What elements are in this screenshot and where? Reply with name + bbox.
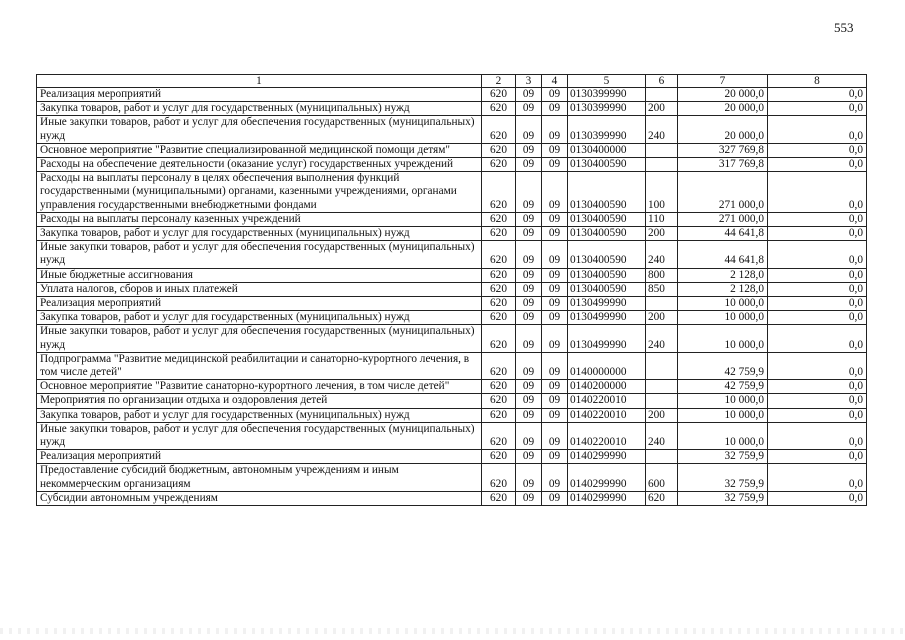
code-cell-6: 240 <box>646 116 678 143</box>
code-cell-4: 09 <box>542 102 568 116</box>
code-cell-2: 620 <box>482 408 516 422</box>
scan-noise-strip <box>0 628 905 634</box>
code-cell-3: 09 <box>516 352 542 379</box>
item-name-cell: Иные закупки товаров, работ и услуг для обеспечения государственных (муниципальных) нужд <box>37 422 482 449</box>
amount-cell-7: 10 000,0 <box>678 311 768 325</box>
amount-cell-8: 0,0 <box>768 422 867 449</box>
code-cell-5: 0130400590 <box>568 212 646 226</box>
column-header: 6 <box>646 75 678 88</box>
code-cell-2: 620 <box>482 352 516 379</box>
amount-cell-7: 20 000,0 <box>678 116 768 143</box>
table-row <box>37 464 867 491</box>
code-cell-5: 0140220010 <box>568 408 646 422</box>
code-cell-3: 09 <box>516 422 542 449</box>
amount-cell-7: 42 759,9 <box>678 352 768 379</box>
table-row <box>37 352 867 379</box>
item-name-cell: Субсидии автономным учреждениям <box>37 491 482 505</box>
code-cell-3: 09 <box>516 464 542 491</box>
code-cell-6 <box>646 450 678 464</box>
code-cell-2: 620 <box>482 102 516 116</box>
code-cell-2: 620 <box>482 297 516 311</box>
amount-cell-8: 0,0 <box>768 116 867 143</box>
column-header: 5 <box>568 75 646 88</box>
code-cell-4: 09 <box>542 394 568 408</box>
table-row <box>37 268 867 282</box>
code-cell-4: 09 <box>542 352 568 379</box>
item-name-cell: Закупка товаров, работ и услуг для государственных (муниципальных) нужд <box>37 311 482 325</box>
code-cell-2: 620 <box>482 158 516 172</box>
code-cell-2: 620 <box>482 491 516 505</box>
amount-cell-8: 0,0 <box>768 325 867 352</box>
amount-cell-8: 0,0 <box>768 88 867 102</box>
code-cell-2: 620 <box>482 88 516 102</box>
amount-cell-8: 0,0 <box>768 102 867 116</box>
code-cell-3: 09 <box>516 450 542 464</box>
code-cell-5: 0130400590 <box>568 227 646 241</box>
amount-cell-8: 0,0 <box>768 212 867 226</box>
item-name-cell: Закупка товаров, работ и услуг для государственных (муниципальных) нужд <box>37 408 482 422</box>
amount-cell-8: 0,0 <box>768 394 867 408</box>
code-cell-5: 0130400000 <box>568 143 646 157</box>
code-cell-3: 09 <box>516 241 542 268</box>
code-cell-6: 800 <box>646 268 678 282</box>
code-cell-5: 0130399990 <box>568 102 646 116</box>
table-row <box>37 102 867 116</box>
table-row <box>37 380 867 394</box>
code-cell-6: 850 <box>646 282 678 296</box>
code-cell-6: 620 <box>646 491 678 505</box>
column-header: 8 <box>768 75 867 88</box>
amount-cell-7: 42 759,9 <box>678 380 768 394</box>
code-cell-6 <box>646 297 678 311</box>
code-cell-5: 0140200000 <box>568 380 646 394</box>
amount-cell-7: 10 000,0 <box>678 297 768 311</box>
amount-cell-8: 0,0 <box>768 143 867 157</box>
item-name-cell: Закупка товаров, работ и услуг для государственных (муниципальных) нужд <box>37 102 482 116</box>
item-name-cell: Основное мероприятие "Развитие санаторно-курортного лечения, в том числе детей" <box>37 380 482 394</box>
code-cell-4: 09 <box>542 491 568 505</box>
column-header: 7 <box>678 75 768 88</box>
code-cell-3: 09 <box>516 311 542 325</box>
column-header: 3 <box>516 75 542 88</box>
amount-cell-8: 0,0 <box>768 408 867 422</box>
code-cell-2: 620 <box>482 212 516 226</box>
item-name-cell: Иные закупки товаров, работ и услуг для обеспечения государственных (муниципальных) нужд <box>37 241 482 268</box>
code-cell-5: 0140000000 <box>568 352 646 379</box>
item-name-cell: Иные закупки товаров, работ и услуг для обеспечения государственных (муниципальных) нужд <box>37 116 482 143</box>
budget-table <box>36 74 867 506</box>
code-cell-4: 09 <box>542 450 568 464</box>
code-cell-6: 110 <box>646 212 678 226</box>
code-cell-4: 09 <box>542 227 568 241</box>
code-cell-6: 100 <box>646 172 678 213</box>
code-cell-5: 0130400590 <box>568 282 646 296</box>
item-name-cell: Реализация мероприятий <box>37 450 482 464</box>
amount-cell-8: 0,0 <box>768 491 867 505</box>
item-name-cell: Мероприятия по организации отдыха и оздоровления детей <box>37 394 482 408</box>
code-cell-6: 200 <box>646 408 678 422</box>
code-cell-2: 620 <box>482 282 516 296</box>
code-cell-4: 09 <box>542 212 568 226</box>
item-name-cell: Основное мероприятие "Развитие специализированной медицинской помощи детям" <box>37 143 482 157</box>
amount-cell-7: 271 000,0 <box>678 172 768 213</box>
code-cell-3: 09 <box>516 116 542 143</box>
item-name-cell: Закупка товаров, работ и услуг для государственных (муниципальных) нужд <box>37 227 482 241</box>
code-cell-5: 0130499990 <box>568 325 646 352</box>
amount-cell-7: 317 769,8 <box>678 158 768 172</box>
table-row <box>37 297 867 311</box>
code-cell-3: 09 <box>516 491 542 505</box>
code-cell-4: 09 <box>542 297 568 311</box>
amount-cell-7: 10 000,0 <box>678 325 768 352</box>
code-cell-6: 600 <box>646 464 678 491</box>
item-name-cell: Реализация мероприятий <box>37 297 482 311</box>
code-cell-3: 09 <box>516 172 542 213</box>
table-row <box>37 158 867 172</box>
item-name-cell: Иные бюджетные ассигнования <box>37 268 482 282</box>
item-name-cell: Предоставление субсидий бюджетным, автономным учреждениям и иным некоммерческим организациям <box>37 464 482 491</box>
amount-cell-7: 2 128,0 <box>678 282 768 296</box>
code-cell-3: 09 <box>516 394 542 408</box>
code-cell-6: 200 <box>646 227 678 241</box>
code-cell-2: 620 <box>482 116 516 143</box>
amount-cell-8: 0,0 <box>768 380 867 394</box>
item-name-cell: Реализация мероприятий <box>37 88 482 102</box>
amount-cell-7: 10 000,0 <box>678 394 768 408</box>
table-row <box>37 325 867 352</box>
table-body <box>37 88 867 506</box>
code-cell-6: 200 <box>646 311 678 325</box>
code-cell-3: 09 <box>516 268 542 282</box>
code-cell-6 <box>646 158 678 172</box>
code-cell-6 <box>646 380 678 394</box>
code-cell-6 <box>646 352 678 379</box>
code-cell-4: 09 <box>542 172 568 213</box>
table-row <box>37 212 867 226</box>
code-cell-4: 09 <box>542 464 568 491</box>
amount-cell-7: 2 128,0 <box>678 268 768 282</box>
code-cell-3: 09 <box>516 158 542 172</box>
code-cell-2: 620 <box>482 241 516 268</box>
code-cell-6: 200 <box>646 102 678 116</box>
amount-cell-7: 44 641,8 <box>678 227 768 241</box>
code-cell-4: 09 <box>542 268 568 282</box>
code-cell-5: 0140299990 <box>568 464 646 491</box>
code-cell-6 <box>646 88 678 102</box>
code-cell-5: 0130400590 <box>568 158 646 172</box>
code-cell-4: 09 <box>542 88 568 102</box>
table-row <box>37 172 867 213</box>
amount-cell-8: 0,0 <box>768 297 867 311</box>
amount-cell-7: 32 759,9 <box>678 450 768 464</box>
code-cell-5: 0140220010 <box>568 422 646 449</box>
amount-cell-7: 20 000,0 <box>678 88 768 102</box>
code-cell-5: 0130499990 <box>568 297 646 311</box>
amount-cell-8: 0,0 <box>768 282 867 296</box>
amount-cell-8: 0,0 <box>768 227 867 241</box>
item-name-cell: Расходы на выплаты персоналу в целях обеспечения выполнения функций государственными (муниципальными) органами, казенными учреждениями, органами управления государственными внебюджетными фондами <box>37 172 482 213</box>
code-cell-2: 620 <box>482 311 516 325</box>
column-header: 1 <box>37 75 482 88</box>
table-row <box>37 311 867 325</box>
code-cell-4: 09 <box>542 282 568 296</box>
item-name-cell: Расходы на выплаты персоналу казенных учреждений <box>37 212 482 226</box>
amount-cell-7: 271 000,0 <box>678 212 768 226</box>
code-cell-3: 09 <box>516 282 542 296</box>
code-cell-5: 0130399990 <box>568 88 646 102</box>
code-cell-4: 09 <box>542 325 568 352</box>
code-cell-2: 620 <box>482 325 516 352</box>
code-cell-4: 09 <box>542 380 568 394</box>
amount-cell-8: 0,0 <box>768 172 867 213</box>
amount-cell-7: 20 000,0 <box>678 102 768 116</box>
code-cell-4: 09 <box>542 116 568 143</box>
code-cell-3: 09 <box>516 227 542 241</box>
code-cell-2: 620 <box>482 268 516 282</box>
table-row <box>37 282 867 296</box>
table-row <box>37 88 867 102</box>
amount-cell-7: 32 759,9 <box>678 464 768 491</box>
column-header: 4 <box>542 75 568 88</box>
code-cell-3: 09 <box>516 408 542 422</box>
code-cell-2: 620 <box>482 422 516 449</box>
code-cell-2: 620 <box>482 450 516 464</box>
code-cell-6 <box>646 143 678 157</box>
code-cell-5: 0140299990 <box>568 491 646 505</box>
amount-cell-8: 0,0 <box>768 450 867 464</box>
code-cell-4: 09 <box>542 408 568 422</box>
code-cell-3: 09 <box>516 102 542 116</box>
code-cell-4: 09 <box>542 241 568 268</box>
code-cell-5: 0130400590 <box>568 172 646 213</box>
table-row <box>37 116 867 143</box>
amount-cell-7: 44 641,8 <box>678 241 768 268</box>
table-row <box>37 422 867 449</box>
code-cell-5: 0130499990 <box>568 311 646 325</box>
table-row <box>37 143 867 157</box>
code-cell-4: 09 <box>542 143 568 157</box>
code-cell-5: 0130399990 <box>568 116 646 143</box>
code-cell-2: 620 <box>482 394 516 408</box>
amount-cell-8: 0,0 <box>768 241 867 268</box>
code-cell-2: 620 <box>482 464 516 491</box>
column-header: 2 <box>482 75 516 88</box>
code-cell-3: 09 <box>516 325 542 352</box>
table-row <box>37 450 867 464</box>
item-name-cell: Уплата налогов, сборов и иных платежей <box>37 282 482 296</box>
table-row <box>37 394 867 408</box>
code-cell-5: 0140220010 <box>568 394 646 408</box>
code-cell-3: 09 <box>516 212 542 226</box>
amount-cell-8: 0,0 <box>768 268 867 282</box>
code-cell-6: 240 <box>646 325 678 352</box>
code-cell-4: 09 <box>542 422 568 449</box>
code-cell-3: 09 <box>516 380 542 394</box>
amount-cell-7: 10 000,0 <box>678 422 768 449</box>
amount-cell-7: 32 759,9 <box>678 491 768 505</box>
table-row <box>37 408 867 422</box>
amount-cell-8: 0,0 <box>768 311 867 325</box>
amount-cell-7: 10 000,0 <box>678 408 768 422</box>
table-row <box>37 491 867 505</box>
item-name-cell: Расходы на обеспечение деятельности (оказание услуг) государственных учреждений <box>37 158 482 172</box>
table-row <box>37 227 867 241</box>
code-cell-2: 620 <box>482 172 516 213</box>
code-cell-5: 0140299990 <box>568 450 646 464</box>
item-name-cell: Иные закупки товаров, работ и услуг для обеспечения государственных (муниципальных) нужд <box>37 325 482 352</box>
page-number: 553 <box>834 20 854 35</box>
code-cell-3: 09 <box>516 143 542 157</box>
code-cell-2: 620 <box>482 227 516 241</box>
code-cell-2: 620 <box>482 380 516 394</box>
code-cell-4: 09 <box>542 158 568 172</box>
table-header-row <box>37 75 867 88</box>
code-cell-2: 620 <box>482 143 516 157</box>
code-cell-5: 0130400590 <box>568 268 646 282</box>
code-cell-6: 240 <box>646 422 678 449</box>
code-cell-6 <box>646 394 678 408</box>
table-row <box>37 241 867 268</box>
amount-cell-8: 0,0 <box>768 158 867 172</box>
amount-cell-8: 0,0 <box>768 464 867 491</box>
code-cell-5: 0130400590 <box>568 241 646 268</box>
amount-cell-8: 0,0 <box>768 352 867 379</box>
code-cell-4: 09 <box>542 311 568 325</box>
item-name-cell: Подпрограмма "Развитие медицинской реабилитации и санаторно-курортного лечения, в том числе детей" <box>37 352 482 379</box>
amount-cell-7: 327 769,8 <box>678 143 768 157</box>
code-cell-3: 09 <box>516 297 542 311</box>
code-cell-6: 240 <box>646 241 678 268</box>
code-cell-3: 09 <box>516 88 542 102</box>
